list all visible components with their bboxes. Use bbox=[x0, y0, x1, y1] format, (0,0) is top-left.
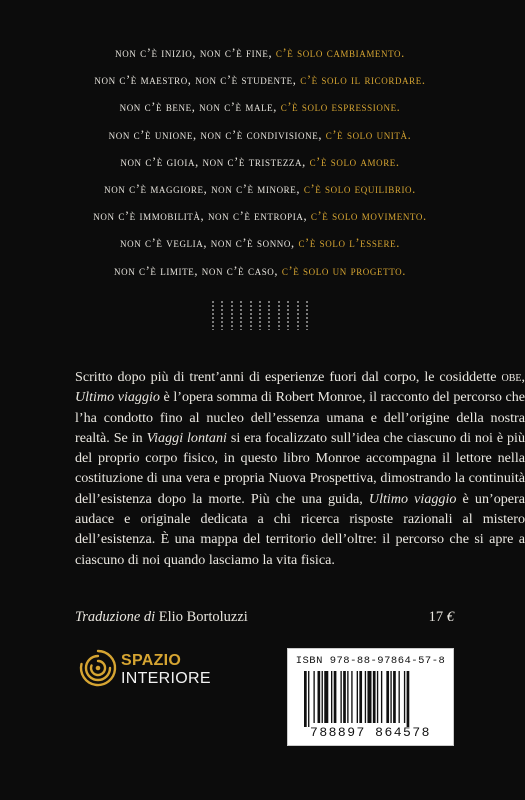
poem-line: non c’è inizio, non c’è fine, c’è solo cambiamento. bbox=[115, 46, 405, 60]
poem-line: non c’è bene, non c’è male, c’è solo espressione. bbox=[119, 100, 401, 115]
publisher-logo bbox=[78, 648, 258, 692]
translator-credit bbox=[75, 609, 453, 626]
back-cover-blurb: Scritto dopo più di trent’anni di esperienze fuori dal corpo, le cosiddette obe, Ultimo viaggio è l’opera somma di Robert Monroe, il racconto del percorso che l’ha condotto fino al nucleo dell’essenza umana e dell’origine della nostra realtà. Se in Viaggi lontani si era focalizzato sull’idea che ciascuno di noi è più del proprio corpo fisico, in questo libro Monroe accompagna il lettore nella costituzione di una vera e propria Nuova Prospettiva, dimostrando la continuità dell’esistenza dopo la morte. Più che una guida, Ultimo viaggio è un’opera audace e originale dedicata a chi ricerca risposte razionali al mistero dell’esistenza. È una mappa del territorio dell’oltre: il percorso che si apre a ciascuno di noi quando lasciamo la vita fisica. bbox=[75, 369, 525, 568]
barcode-bars bbox=[304, 671, 439, 727]
dotted-ornament bbox=[212, 300, 308, 330]
barcode-digits: 788897 864578 bbox=[310, 725, 431, 740]
poem-line: non c’è unione, non c’è condivisione, c’è solo unità. bbox=[108, 127, 412, 142]
translator-name: Elio Bortoluzzi bbox=[158, 609, 248, 625]
isbn-label: ISBN 978-88-97864-57-8 bbox=[295, 655, 446, 667]
poem-line: non c’è maestro, non c’è studente, c’è solo il ricordare. bbox=[94, 73, 426, 88]
spiral-logo-icon bbox=[78, 648, 118, 688]
book-title: Ultimo viaggio bbox=[368, 490, 457, 507]
poem-line: non c’è gioia, non c’è tristezza, c’è solo amore. bbox=[120, 154, 400, 169]
isbn-barcode bbox=[287, 648, 454, 746]
poem-block bbox=[0, 40, 520, 285]
poem-line: non c’è maggiore, non c’è minore, c’è solo equilibrio. bbox=[104, 181, 416, 196]
poem-line: non c’è veglia, non c’è sonno, c’è solo l’essere. bbox=[120, 236, 400, 251]
poem-line: non c’è immobilità, non c’è entropia, c’è solo movimento. bbox=[93, 209, 427, 224]
book-title: Viaggi lontani bbox=[146, 429, 227, 446]
book-title: Ultimo viaggio bbox=[75, 389, 160, 406]
publisher-name-line1: SPAZIO bbox=[121, 652, 182, 669]
obe-abbr: obe bbox=[501, 369, 522, 385]
poem-line: non c’è limite, non c’è caso, c’è solo un progetto. bbox=[114, 263, 406, 278]
credit-label: Traduzione di bbox=[75, 609, 156, 625]
publisher-name-line2: INTERIORE bbox=[121, 670, 211, 687]
price: 17 € bbox=[428, 609, 454, 625]
